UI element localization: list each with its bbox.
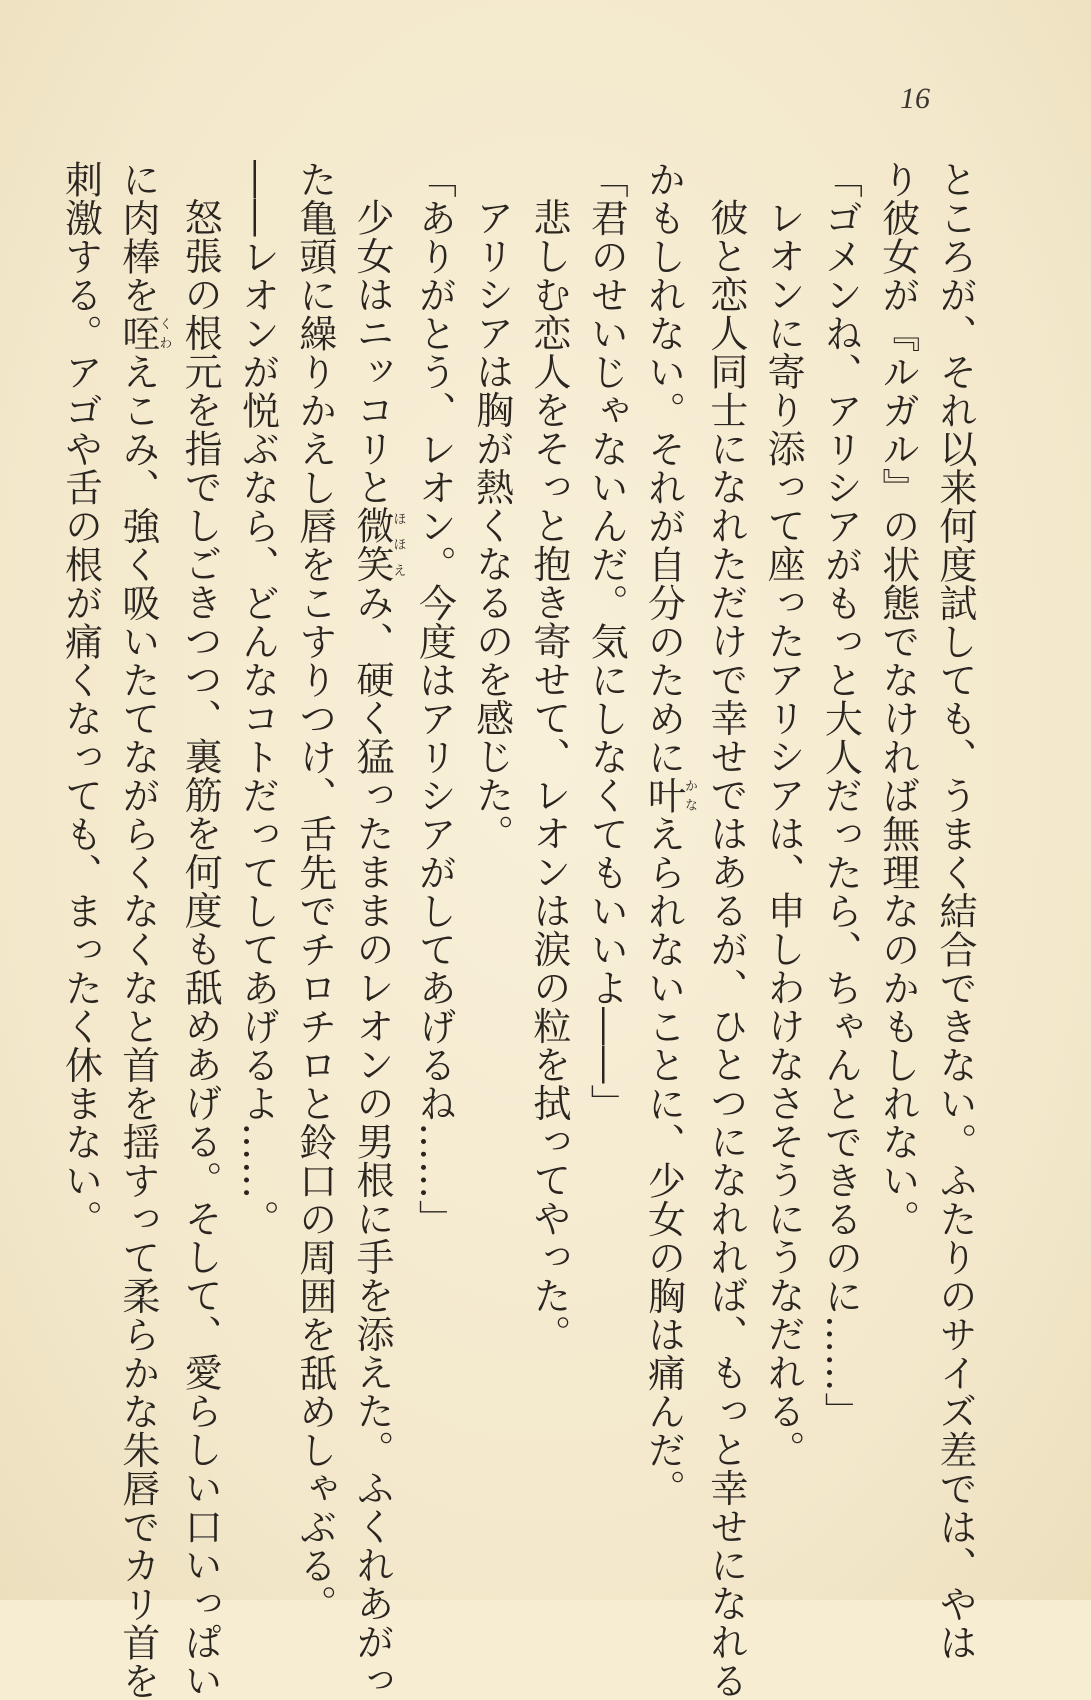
text-column: 怒張の根元を指でしごきつつ、裏筋を何度も舐めあげる。そして、愛らしい口いっぱい bbox=[178, 198, 223, 1700]
text-column: 「君のせいじゃないんだ。気にしなくてもいいよ――」 bbox=[584, 160, 629, 1123]
text-column: 刺激する。アゴや舌の根が痛くなっても、まったく休まない。 bbox=[58, 160, 103, 1238]
text-column: に肉棒を咥くわえこみ、強く吸いたてながらくなくなと首を揺すって柔らかな朱唇でカリ首を bbox=[115, 160, 172, 1700]
ruby-annotation: 叶かな bbox=[641, 776, 698, 815]
page-number: 16 bbox=[900, 82, 930, 115]
text-column: レオンに寄り添って座ったアリシアは、申しわけなさそうにうなだれる。 bbox=[761, 198, 806, 1469]
text-column: た亀頭に繰りかえし唇をこすりつけ、舌先でチロチロと鈴口の周囲を舐めしゃぶる。 bbox=[292, 160, 337, 1623]
text-column: 少女はニッコリと微笑ほほえみ、硬く猛ったままのレオンの男根に手を添えた。ふくれあがっ bbox=[350, 198, 406, 1700]
text-column: 悲しむ恋人をそっと抱き寄せて、レオンは涙の粒を拭ってやった。 bbox=[526, 198, 571, 1353]
vertical-text-body bbox=[58, 160, 983, 1700]
text-column: ところが、それ以来何度試しても、うまく結合できない。ふたりのサイズ差では、やは bbox=[933, 160, 977, 1662]
text-column: 「ゴメンね、アリシアがもっと大人だったら、ちゃんとできるのに……」 bbox=[818, 160, 863, 1431]
ruby-annotation: 微笑ほほえ bbox=[350, 506, 406, 583]
text-column: 彼と恋人同士になれただけで幸せではあるが、ひとつになれれば、もっと幸せになれる bbox=[703, 198, 748, 1700]
text-column: アリシアは胸が熱くなるのを感じた。 bbox=[469, 198, 514, 853]
ruby-annotation: 咥くわ bbox=[115, 314, 172, 353]
text-column: ――レオンが悦ぶなら、どんなコトだってしてあげるよ……。 bbox=[235, 160, 280, 1238]
text-column: 「ありがとう、レオン。今度はアリシアがしてあげるね……」 bbox=[412, 160, 457, 1238]
text-column: かもしれない。それが自分のために叶かなえられないことに、少女の胸は痛んだ。 bbox=[641, 160, 698, 1508]
text-column: り彼女が『ルガル』の状態でなければ無理なのかもしれない。 bbox=[875, 160, 920, 1238]
